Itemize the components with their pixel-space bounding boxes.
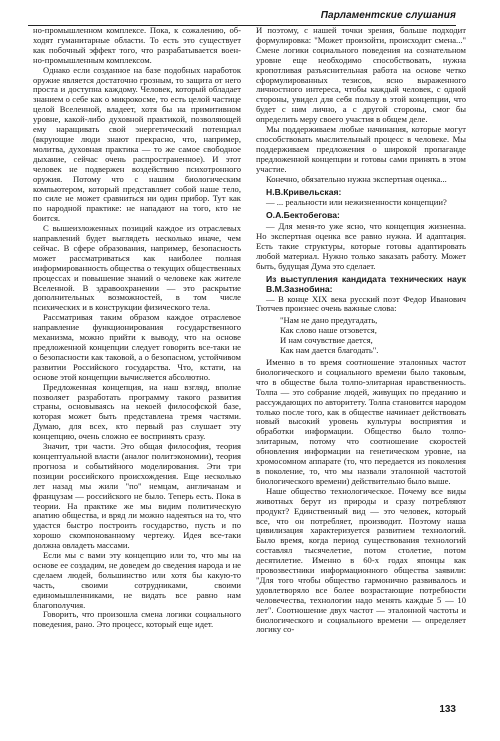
speaker-heading: Из выступления кандидата технических наук В.М.Зазнобина: xyxy=(266,273,466,294)
paragraph: — В конце XIX века русский поэт Федор Иванович Тютчев произнес очень важные слова: xyxy=(256,293,466,314)
poem-line: Как слово наше отзовется, xyxy=(280,325,377,336)
poem-line: Как нам дается благодать". xyxy=(280,345,379,356)
paragraph: Значит, три части. Это общая философия, теория концептуальной власти (аналог политэкономии), теория прогноза и событийного моделирования. Эти три позиции российского происхождения. Еще несколько лет назад мы жили "по" немцам, англичанам и французам — российского не было. Теперь есть. Пока в теории. На практике же мы видим политическую апатию общества, и вряд ли можно надеяться на то, что удастся быстро построить государство, пусть и по хорошо скомпонованному чертежу. Идея все-таки должна овладеть массами. xyxy=(33,441,241,551)
paragraph: но-промышленном комплексе. Пока, к сожалению, об- ходят гуманитарные области. То есть это существует как побочный эффект того, что разрабатывается воен- но-промышленным комплексом. xyxy=(33,25,241,65)
poem-line: И нам сочувствие дается, xyxy=(280,335,373,346)
running-header xyxy=(0,10,500,24)
page-number: 133 xyxy=(439,704,456,715)
paragraph: Мы поддерживаем любые начинания, которые могут способствовать мыслительный процесс в человеке. Мы поддерживаем предложения о широкой пропаганде предложенной концепции и готовы сами принять в этом участие. xyxy=(256,124,466,174)
paragraph: Если мы с вами эту концепцию или то, что мы на основе ее создадим, не доведем до сведения народа и не сделаем людей, большинство или хотя бы какую-то часть, своими сотрудниками, своими единомышленниками, не видать все равно нам благополучия. xyxy=(33,550,241,610)
paragraph: Именно в то время соотношение эталонных частот биологического и социального времени было таковым, что в обществе была толпо-элитарная нравственность. Толпа — это собрание людей, живущих по преданию и рассуждающих по авторитету. Толпа становится народом только после того, как в обществе начинает действовать новый высокий уровень культуры восприятия и обработки информации. Общество было толпо-элитарным, потому что соотношение скоростей обновления информации на генетическом уровне, на хромосомном аппарате (то, что передается из поколения в поколение, то, что мы назвали эталонной частотой биологического времени) действительно было выше. xyxy=(256,357,466,486)
section-title: Парламентские слушания xyxy=(320,10,456,21)
speaker-name: О.А.Бектобегова: xyxy=(266,210,340,221)
speaker-name: Н.В.Кривельская: xyxy=(266,186,342,197)
poem-quote xyxy=(280,316,466,356)
paragraph: Однако если созданное на базе подобных наработок оружие является достаточно грозным, то защита от него проста и доступна каждому. Человек, который обладает знанием о себе как о микрокосме, то есть целой частице целой Вселенной, владеет, хотя бы на примитивном уровне, какой-либо духовной практикой, позволяющей ему наращивать свой энергетический потенциал (вкрующие люди знают прекрасно, что, например, молитва, духовная практика — то же самое свободное дыхание, сейчас очень распространенное). И этот человек не подвержен воздействию психотронного оружия. Потому что с нашим биологическим компьютером, который представляет собой наше тело, по силе не может сравниться ни один прибор. Тут как по народной практике: не нападают на того, кто не боится. xyxy=(33,64,241,224)
paragraph: Рассматривая таким образом каждое отраслевое направление функционирования государственного механизма, можно прийти к выводу, что на основе предложенной концепции следует говорить все-таки не о безопасности как таковой, а о безопасном, устойчивом развитии Российского государства. Что, кстати, на основе этой концепции вычисляется абсолютно. xyxy=(33,312,241,382)
paragraph: Предложенная концепция, на наш взгляд, вполне позволяет разработать программу такого развития страны, основываясь на некоей философской базе, которая может быть представлена тремя частями. Думаю, для всех, кто первый раз слушает эту концепцию, очень сложно ее воспринять сразу. xyxy=(33,381,241,442)
paragraph: Говорить, что произошла смена логики социального поведения, рано. Это процесс, который еще идет. xyxy=(33,609,241,630)
paragraph: Наше общество технологическое. Почему все виды животных берут из природы и сразу потребляют продукт? Единственный вид — это человек, который все, что он потребляет, производит. Поэтому наша цивилизация характеризуется развитием технологий. Было время, когда период существования технологий составлял тысячелетие, потом столетие, потом десятилетие. Именно в 60-х годах японцы как провозвестники информационного общества заявили: "Для того чтобы общество гармонично развивалось и удовлетворяло все более возрастающие потребности человечества, технологии надо менять каждые 5 — 10 лет". Соотношение двух частот — эталонной частоты и биологического и социального времени — определяет логику со- xyxy=(256,485,466,635)
paragraph: Конечно, обязательно нужна экспертная оценка... xyxy=(266,173,447,184)
right-column xyxy=(256,26,466,635)
paragraph: — ... реальности или нежизненности концепции? xyxy=(266,197,447,208)
paragraph: — Для меня-то уже ясно, что концепция жизненна. Но экспертная оценка все равно нужна. И адаптация. Есть такие структуры, которые готовы адаптировать любой материал. Нужно только заказать работу. Может быть, будущая Дума это сделает. xyxy=(256,221,466,271)
paragraph: И поэтому, с нашей точки зрения, больше подходит формулировка: "Может произойти, происходит смена..." Смене логики социального поведения на сознательном уровне еще необходимо способствовать, нужна кропотливая разъяснительная работа на основе четко сформулированных тезисов, ясно выраженного личностного интереса, чтобы каждый человек, с одной стороны, увидел для себя пользу в этой концепции, что будет с ним лично, а с другой стороны, смог бы определить меру своего участия в общем деле. xyxy=(256,25,466,125)
poem-line: "Нам не дано предугадать, xyxy=(280,315,378,326)
paragraph: С вышеизложенных позиций каждое из отраслевых направлений будет выглядеть несколько иначе, чем сейчас. В сфере образования, например, безопасность может рассматриваться как наиболее полная информированность общества о текущих общественных процессах и повышение знаний о человеке как жителе Вселенной. В здравоохранении — это раскрытие дополнительных возможностей, в том числе психических и в конструкции физического тела. xyxy=(33,223,241,313)
left-column xyxy=(33,26,241,630)
